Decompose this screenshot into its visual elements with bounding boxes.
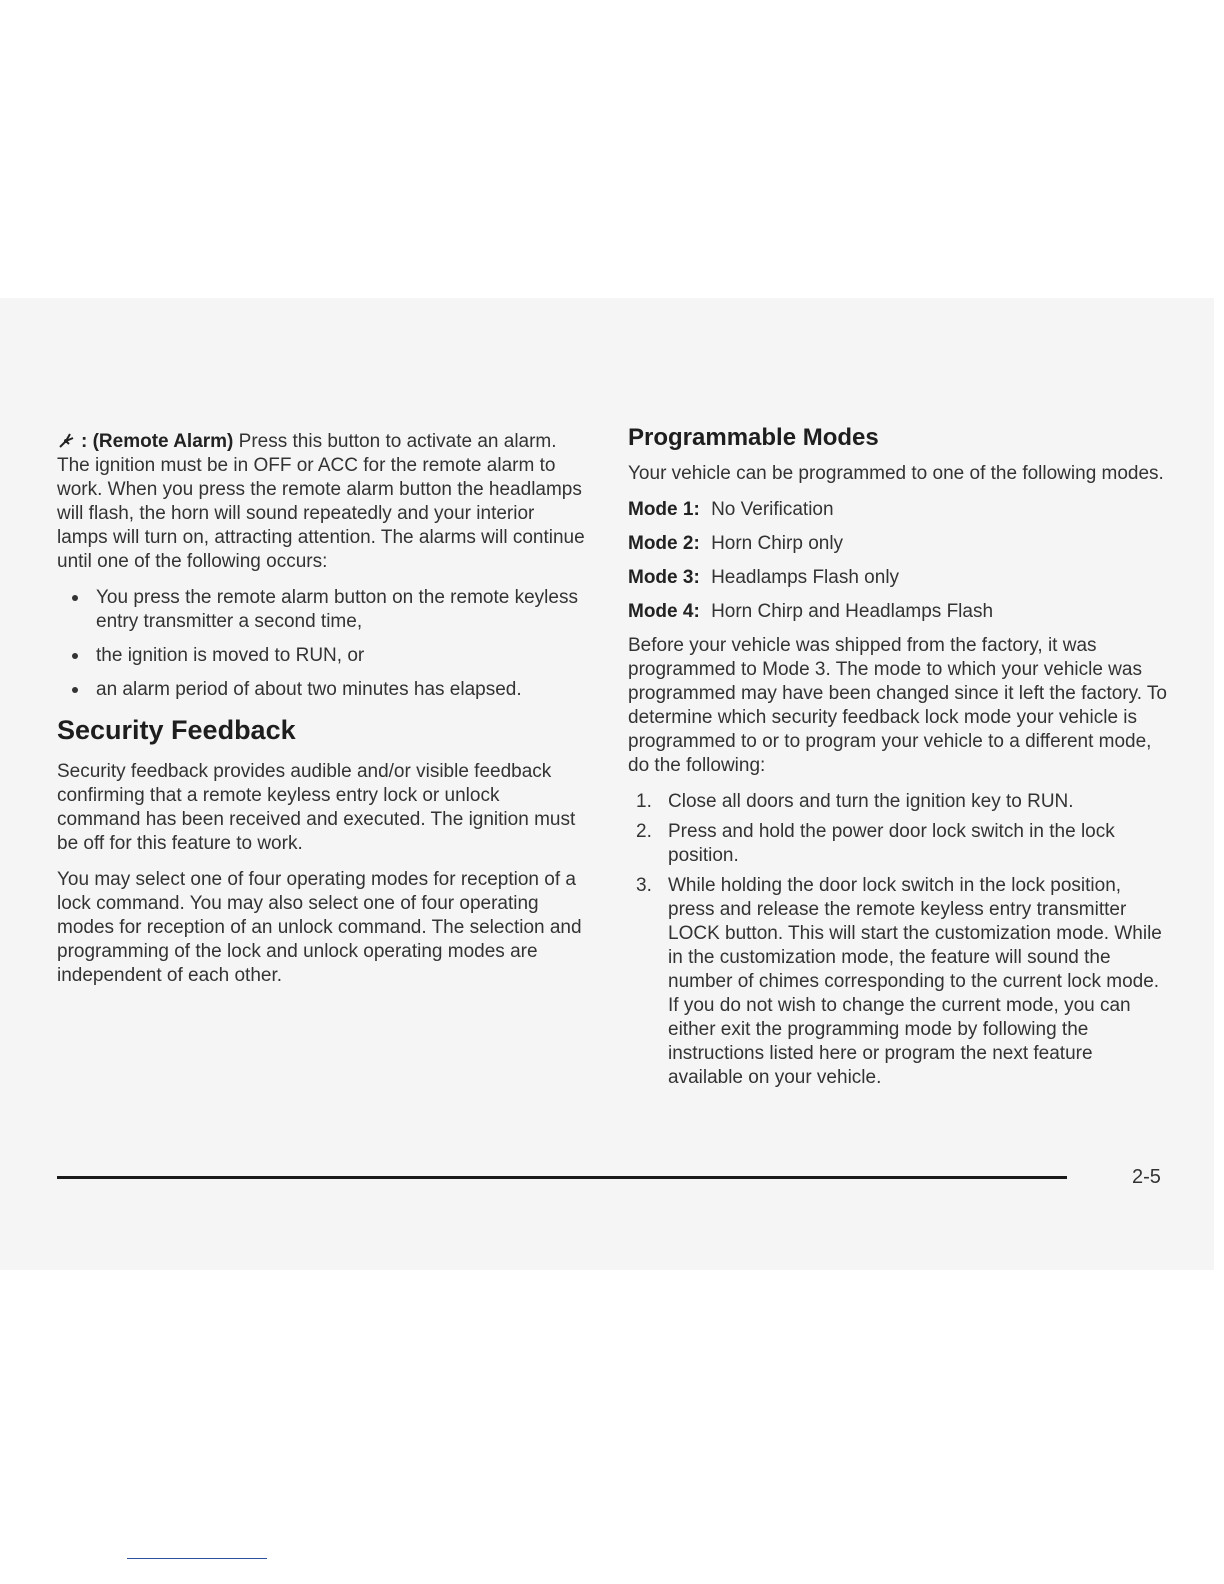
alarm-stop-conditions <box>57 586 587 702</box>
mode-row <box>628 600 1168 624</box>
mode-label: Mode 2: <box>628 533 700 554</box>
security-feedback-heading: Security Feedback <box>57 715 296 745</box>
factory-setting-paragraph: Before your vehicle was shipped from the factory, it was programmed to Mode 3. The mode to which your vehicle was programmed may have been changed since it left the factory. To determine which security feedback lock mode your vehicle is programmed to or to program your vehicle to a different mode, do the following: <box>628 635 1167 776</box>
mode-text: Horn Chirp and Headlamps Flash <box>711 601 994 622</box>
security-paragraph-1: Security feedback provides audible and/or visible feedback confirming that a remote keyless entry lock or unlock command has been received and executed. The ignition must be off for this feature to work. <box>57 761 576 854</box>
programmable-modes-heading: Programmable Modes <box>628 424 879 451</box>
mode-text: Headlamps Flash only <box>711 567 900 588</box>
right-column <box>628 424 1168 1096</box>
mode-row <box>628 566 1168 590</box>
page-number: 2-5 <box>1132 1166 1161 1188</box>
programming-steps <box>628 790 1168 1090</box>
footer-rule <box>57 1176 1067 1179</box>
list-item: You press the remote alarm button on the remote keyless entry transmitter a second time, <box>57 586 587 634</box>
step-number: 2. <box>636 821 652 842</box>
remote-alarm-icon <box>57 430 77 450</box>
step-text: While holding the door lock switch in the lock position, press and release the remote keyless entry transmitter LOCK button. This will start the customization mode. While in the customization mode, the feature will sound the number of chimes corresponding to the current lock mode. If you do not wish to change the current mode, you can either exit the programming mode by following the instructions listed here or program the next feature available on your vehicle. <box>668 875 1162 1088</box>
list-item: an alarm period of about two minutes has elapsed. <box>57 678 587 702</box>
bottom-divider <box>127 1558 267 1559</box>
mode-label: Mode 1: <box>628 499 700 520</box>
mode-text: No Verification <box>711 499 834 520</box>
security-paragraph-2: You may select one of four operating modes for reception of a lock command. You may also select one of four operating modes for reception of an unlock command. The selection and programming of the lock and unlock operating modes are independent of each other. <box>57 869 582 986</box>
mode-row <box>628 532 1168 556</box>
mode-text: Horn Chirp only <box>711 533 844 554</box>
step-number: 1. <box>636 791 652 812</box>
mode-label: Mode 3: <box>628 567 700 588</box>
left-column <box>57 430 587 1000</box>
mode-label: Mode 4: <box>628 601 700 622</box>
remote-alarm-label: : (Remote Alarm) <box>81 431 234 452</box>
remote-alarm-paragraph <box>57 430 587 574</box>
list-item <box>628 874 1168 1090</box>
step-text: Close all doors and turn the ignition key to RUN. <box>668 791 1074 812</box>
step-text: Press and hold the power door lock switch in the lock position. <box>668 821 1115 866</box>
list-item: the ignition is moved to RUN, or <box>57 644 587 668</box>
mode-row <box>628 498 1168 522</box>
list-item <box>628 790 1168 814</box>
list-item <box>628 820 1168 868</box>
remote-alarm-text: Press this button to activate an alarm. The ignition must be in OFF or ACC for the remote alarm to work. When you press the remote alarm button the headlamps will flash, the horn will sound repeatedly and your interior lamps will turn on, attracting attention. The alarms will continue until one of the following occurs: <box>57 431 585 572</box>
step-number: 3. <box>636 875 652 896</box>
modes-intro: Your vehicle can be programmed to one of the following modes. <box>628 463 1164 484</box>
